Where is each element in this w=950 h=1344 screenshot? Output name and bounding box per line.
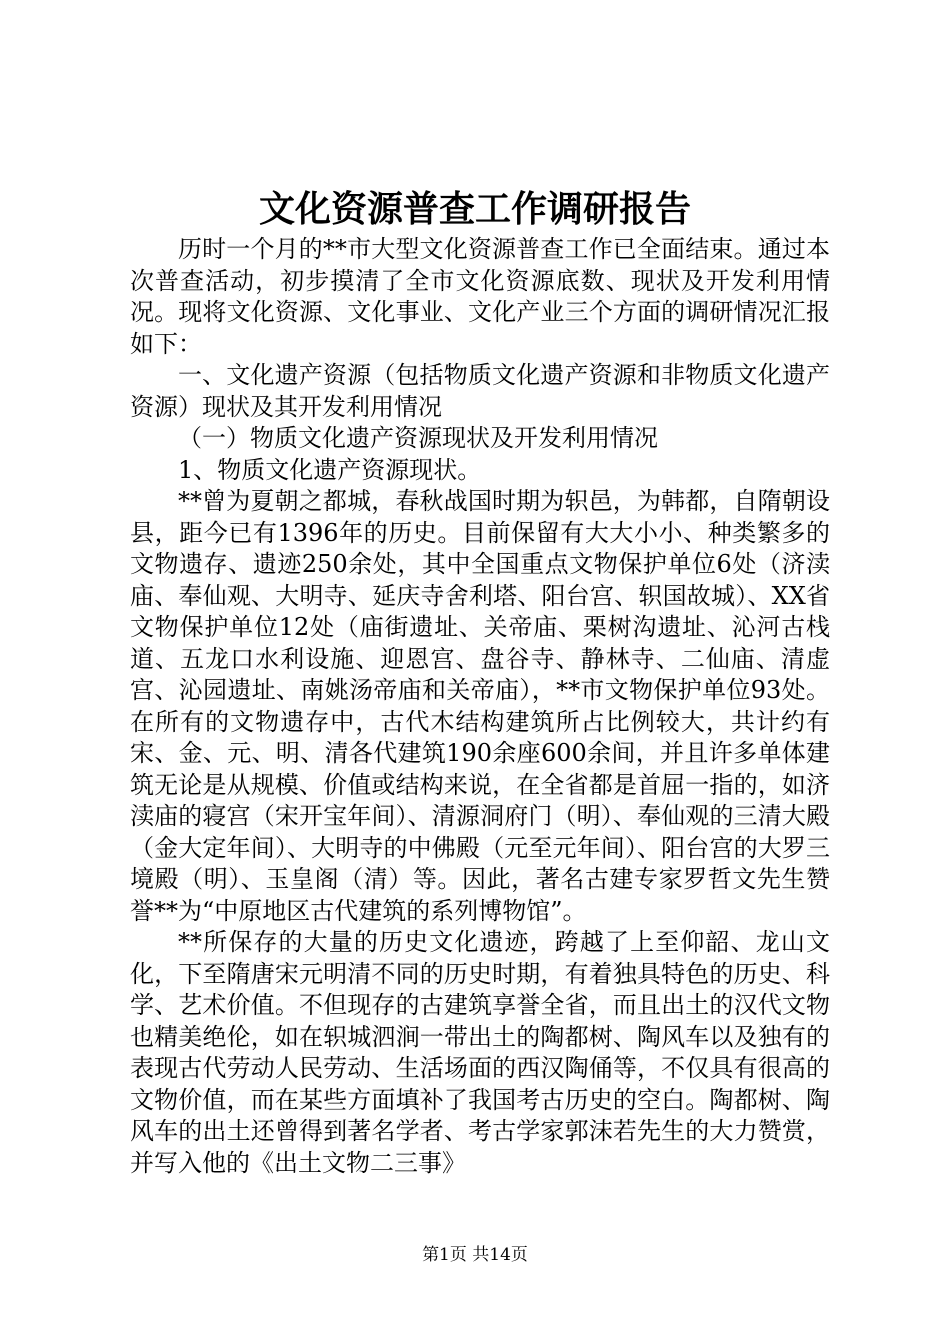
paragraph-heritage-status: **曾为夏朝之都城，春秋战国时期为轵邑，为韩都，自隋朝设县，距今已有1396年的历史。目前保留有大大小小、种类繁多的文物遗存、遗迹250余处，其中全国重点文物保护单位6处（济渎庙、奉仙观、大明寺、延庆寺舍利塔、阳台宫、轵国故城）、XX省文物保护单位12处（庙街遗址、关帝庙、栗树沟遗址、沁河古栈道、五龙口水利设施、迎恩宫、盘谷寺、静林寺、二仙庙、清虚宫、沁园遗址、南姚汤帝庙和关帝庙），**市文物保护单位93处。在所有的文物遗存中，古代木结构建筑所占比例较大，共计约有宋、金、元、明、清各代建筑190余座600余间，并且许多单体建筑无论是从规模、价值或结构来说，在全省都是首屈一指的，如济渎庙的寝宫（宋开宝年间）、清源洞府门（明）、奉仙观的三清大殿（金大定年间）、大明寺的中佛殿（元至元年间）、阳台宫的大罗三境殿（明）、玉皇阁（清）等。因此，著名古建专家罗哲文先生赞誉**为“中原地区古代建筑的系列博物馆”。 — [130, 487, 830, 925]
paragraph-historical-relics: **所保存的大量的历史文化遗迹，跨越了上至仰韶、龙山文化，下至隋唐宋元明清不同的历史时期，有着独具特色的历史、科学、艺术价值。不但现存的古建筑享誉全省，而且出土的汉代文物也精美绝伦，如在轵城泗涧一带出土的陶都树、陶风车以及独有的表现古代劳动人民劳动、生活场面的西汉陶俑等，不仅具有很高的文物价值，而在某些方面填补了我国考古历史的空白。陶都树、陶风车的出土还曾得到著名学者、考古学家郭沫若先生的大力赞赏，并写入他的《出土文物二三事》 — [130, 928, 830, 1177]
heading-section-1: 一、文化遗产资源（包括物质文化遗产资源和非物质文化遗产资源）现状及其开发利用情况 — [130, 361, 830, 421]
heading-subsection-1: （一）物质文化遗产资源现状及开发利用情况 — [178, 424, 658, 452]
heading-item-1: 1、物质文化遗产资源现状。 — [178, 455, 482, 484]
page-number-footer: 第1页 共14页 — [422, 1245, 528, 1265]
paragraph-intro: 历时一个月的**市大型文化资源普查工作已全面结束。通过本次普查活动，初步摸清了全市文化资源底数、现状及开发利用情况。现将文化资源、文化事业、文化产业三个方面的调研情况汇报如下： — [130, 235, 830, 358]
document-body — [130, 234, 830, 1179]
document-title: 文化资源普查工作调研报告 — [258, 188, 691, 230]
